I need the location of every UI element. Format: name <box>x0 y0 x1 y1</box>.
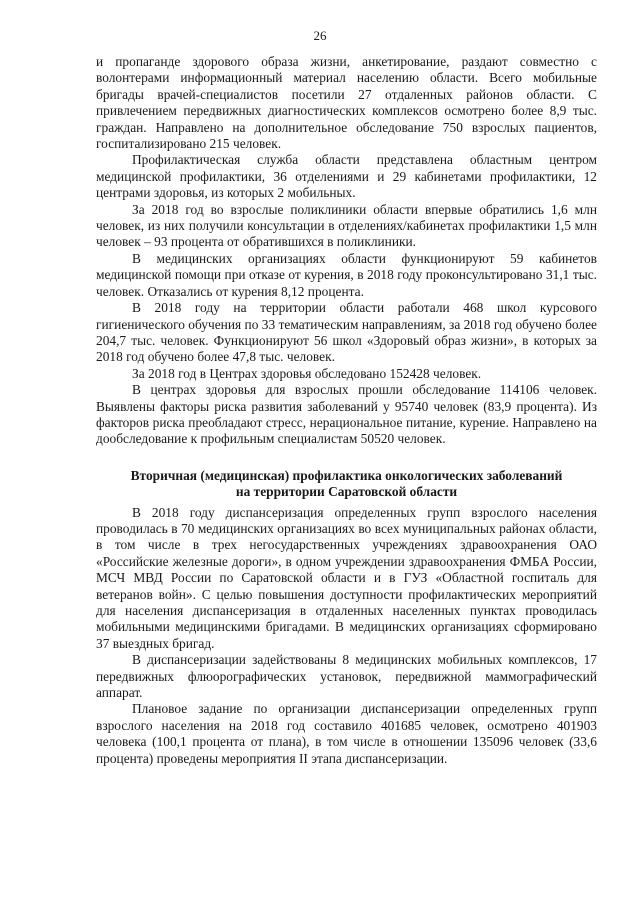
paragraph-health-centers-adults: В центрах здоровья для взрослых прошли обследование 114106 человек. Выявлены факторы риска развития заболеваний у 95740 человек (83,9 процента). Из факторов риска преобладают стресс, нерациональное питание, курение. Направлено на дообследование к профильным специалистам 50520 человек. <box>96 382 597 447</box>
section-heading-line-1: Вторичная (медицинская) профилактика онкологических заболеваний <box>130 467 563 483</box>
section-heading-line-2: на территории Саратовской области <box>235 484 458 500</box>
paragraph-polyclinic-visits: За 2018 год во взрослые поликлиники области впервые обратились 1,6 млн человек, из них получили консультации в отделениях/кабинетах профилактики 1,5 млн человек – 93 процента от обратившихся в поликлиники. <box>96 201 597 250</box>
page-body <box>96 54 597 767</box>
paragraph-health-centers-total: За 2018 год в Центрах здоровья обследовано 152428 человек. <box>132 365 482 381</box>
paragraph-health-schools: В 2018 году на территории области работали 468 школ курсового гигиенического обучения по 33 тематическим направлениям, за 2018 год обучено более 204,7 тыс. человек. Функционируют 56 школ «Здоровый образ жизни», в которых за 2018 год обучено более 47,8 тыс. человек. <box>96 300 597 365</box>
paragraph-plan-target: Плановое задание по организации диспансеризации определенных групп взрослого населения на 2018 год составило 401685 человек, осмотрено 401903 человека (100,1 процента от плана), в том числе в отношении 135096 человек (33,6 процента) проведены мероприятия II этапа диспансеризации. <box>96 701 597 766</box>
paragraph-smoking-cessation: В медицинских организациях области функционируют 59 кабинетов медицинской помощи при отказе от курения, в 2018 году проконсультировано 31,1 тыс. человек. Отказались от курения 8,12 процента. <box>96 250 597 299</box>
paragraph-prevention-service: Профилактическая служба области представлена областным центром медицинской профилактики, 36 отделениями и 29 кабинетами профилактики, 12 центрами здоровья, из которых 2 мобильных. <box>96 152 597 201</box>
paragraph-mobile-complexes: В диспансеризации задействованы 8 медицинских мобильных комплексов, 17 передвижных флюорографических установок, передвижной маммографический аппарат. <box>96 652 597 701</box>
section-heading <box>96 468 597 501</box>
paragraph-dispensarization-2018: В 2018 году диспансеризация определенных групп взрослого населения проводилась в 70 медицинских организациях во всех муниципальных районах области, в том числе в трех негосударственных учреждениях здравоохранения ОАО «Российские железные дороги», в одном учреждении здравоохранения ФМБА России, МСЧ МВД России по Саратовской области и в ГУЗ «Областной госпиталь для ветеранов войн». С целью повышения доступности профилактических мероприятий для населения диспансеризация в отдаленных населенных пунктах проводилась мобильными медицинскими бригадами. В медицинских организациях сформировано 37 выездных бригад. <box>96 504 597 651</box>
paragraph-continuation: и пропаганде здорового образа жизни, анкетирование, раздают совместно с волонтерами информационный материал населению области. Всего мобильные бригады врачей-специалистов посетили 27 отдаленных районов области. С привлечением передвижных диагностических комплексов осмотрено более 8,9 тыс. граждан. Направлено на дополнительное обследование 750 взрослых пациентов, госпитализировано 215 человек. <box>96 54 597 152</box>
page-number: 26 <box>313 28 327 43</box>
